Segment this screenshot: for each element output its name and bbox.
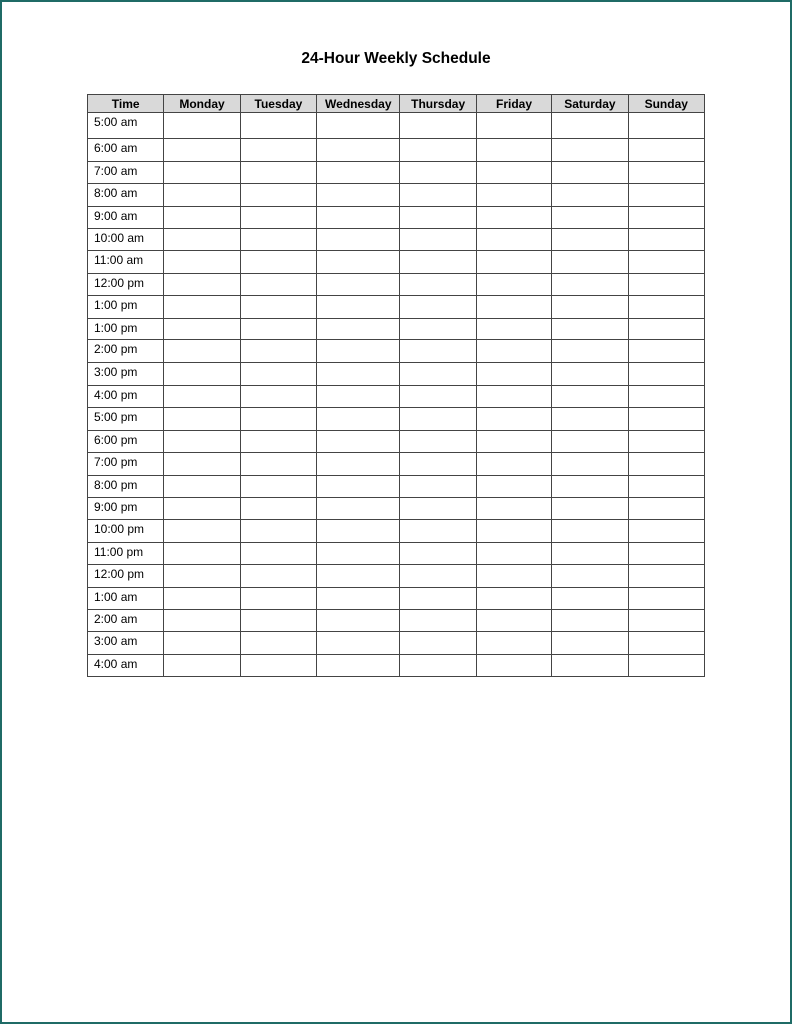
slot-cell-thursday[interactable] [400,543,476,565]
time-cell: 12:00 pm [88,274,164,296]
slot-cell-tuesday[interactable] [240,588,316,610]
slot-cell-friday[interactable] [476,296,551,319]
slot-cell-tuesday[interactable] [240,229,316,251]
table-row [88,139,705,162]
slot-cell-wednesday[interactable] [317,588,400,610]
header-time: Time [88,95,164,113]
slot-cell-tuesday[interactable] [240,296,316,319]
slot-cell-friday[interactable] [476,251,551,274]
slot-cell-sunday[interactable] [628,386,704,408]
slot-cell-friday[interactable] [476,386,551,408]
slot-cell-saturday[interactable] [552,655,628,677]
slot-cell-sunday[interactable] [628,408,704,431]
time-cell: 1:00 am [88,588,164,610]
slot-cell-friday[interactable] [476,588,551,610]
slot-cell-sunday[interactable] [628,655,704,677]
header-thursday: Thursday [400,95,476,113]
slot-cell-tuesday[interactable] [240,386,316,408]
slot-cell-sunday[interactable] [628,632,704,655]
slot-cell-thursday[interactable] [400,363,476,386]
time-cell: 9:00 am [88,207,164,229]
header-wednesday: Wednesday [317,95,400,113]
slot-cell-friday[interactable] [476,363,551,386]
time-cell: 7:00 am [88,162,164,184]
slot-cell-monday[interactable] [164,565,240,588]
slot-cell-saturday[interactable] [552,565,628,588]
table-row [88,453,705,476]
slot-cell-tuesday[interactable] [240,431,316,453]
table-row [88,655,705,677]
slot-cell-tuesday[interactable] [240,632,316,655]
slot-cell-wednesday[interactable] [317,274,400,296]
time-cell: 11:00 pm [88,543,164,565]
time-cell: 8:00 am [88,184,164,207]
slot-cell-sunday[interactable] [628,251,704,274]
time-cell: 2:00 pm [88,340,164,363]
slot-cell-thursday[interactable] [400,184,476,207]
slot-cell-friday[interactable] [476,319,551,340]
slot-cell-saturday[interactable] [552,139,628,162]
slot-cell-thursday[interactable] [400,251,476,274]
slot-cell-wednesday[interactable] [317,520,400,543]
slot-cell-wednesday[interactable] [317,184,400,207]
time-cell: 5:00 am [88,113,164,139]
slot-cell-sunday[interactable] [628,184,704,207]
slot-cell-tuesday[interactable] [240,520,316,543]
time-cell: 7:00 pm [88,453,164,476]
slot-cell-tuesday[interactable] [240,207,316,229]
slot-cell-wednesday[interactable] [317,319,400,340]
slot-cell-monday[interactable] [164,543,240,565]
slot-cell-monday[interactable] [164,386,240,408]
slot-cell-thursday[interactable] [400,476,476,498]
slot-cell-wednesday[interactable] [317,162,400,184]
slot-cell-wednesday[interactable] [317,453,400,476]
slot-cell-monday[interactable] [164,340,240,363]
slot-cell-thursday[interactable] [400,113,476,139]
slot-cell-tuesday[interactable] [240,184,316,207]
table-row [88,543,705,565]
slot-cell-saturday[interactable] [552,251,628,274]
slot-cell-friday[interactable] [476,229,551,251]
slot-cell-saturday[interactable] [552,363,628,386]
slot-cell-saturday[interactable] [552,340,628,363]
slot-cell-sunday[interactable] [628,113,704,139]
table-row [88,431,705,453]
slot-cell-monday[interactable] [164,655,240,677]
slot-cell-monday[interactable] [164,453,240,476]
header-monday: Monday [164,95,240,113]
time-cell: 10:00 am [88,229,164,251]
slot-cell-saturday[interactable] [552,162,628,184]
slot-cell-saturday[interactable] [552,113,628,139]
slot-cell-friday[interactable] [476,476,551,498]
slot-cell-wednesday[interactable] [317,655,400,677]
slot-cell-saturday[interactable] [552,274,628,296]
slot-cell-thursday[interactable] [400,431,476,453]
slot-cell-saturday[interactable] [552,476,628,498]
slot-cell-tuesday[interactable] [240,476,316,498]
table-row [88,184,705,207]
slot-cell-tuesday[interactable] [240,610,316,632]
slot-cell-sunday[interactable] [628,431,704,453]
slot-cell-thursday[interactable] [400,319,476,340]
slot-cell-sunday[interactable] [628,162,704,184]
time-cell: 6:00 am [88,139,164,162]
time-cell: 6:00 pm [88,431,164,453]
slot-cell-wednesday[interactable] [317,476,400,498]
table-row [88,319,705,340]
time-cell: 8:00 pm [88,476,164,498]
slot-cell-sunday[interactable] [628,498,704,520]
slot-cell-monday[interactable] [164,184,240,207]
table-row [88,229,705,251]
slot-cell-monday[interactable] [164,431,240,453]
slot-cell-thursday[interactable] [400,610,476,632]
slot-cell-saturday[interactable] [552,453,628,476]
slot-cell-tuesday[interactable] [240,498,316,520]
slot-cell-friday[interactable] [476,565,551,588]
slot-cell-friday[interactable] [476,113,551,139]
table-row [88,588,705,610]
slot-cell-saturday[interactable] [552,408,628,431]
slot-cell-saturday[interactable] [552,207,628,229]
slot-cell-tuesday[interactable] [240,363,316,386]
slot-cell-sunday[interactable] [628,139,704,162]
slot-cell-friday[interactable] [476,453,551,476]
slot-cell-sunday[interactable] [628,565,704,588]
slot-cell-sunday[interactable] [628,520,704,543]
slot-cell-monday[interactable] [164,274,240,296]
slot-cell-wednesday[interactable] [317,386,400,408]
slot-cell-friday[interactable] [476,498,551,520]
time-cell: 1:00 pm [88,319,164,340]
slot-cell-monday[interactable] [164,408,240,431]
slot-cell-monday[interactable] [164,296,240,319]
table-row [88,363,705,386]
slot-cell-saturday[interactable] [552,543,628,565]
slot-cell-wednesday[interactable] [317,431,400,453]
slot-cell-tuesday[interactable] [240,453,316,476]
slot-cell-wednesday[interactable] [317,610,400,632]
slot-cell-thursday[interactable] [400,340,476,363]
slot-cell-tuesday[interactable] [240,408,316,431]
slot-cell-monday[interactable] [164,610,240,632]
slot-cell-sunday[interactable] [628,296,704,319]
table-row [88,610,705,632]
slot-cell-thursday[interactable] [400,565,476,588]
header-row [88,95,705,113]
slot-cell-tuesday[interactable] [240,274,316,296]
header-sunday: Sunday [628,95,704,113]
slot-cell-friday[interactable] [476,162,551,184]
time-cell: 5:00 pm [88,408,164,431]
slot-cell-friday[interactable] [476,207,551,229]
slot-cell-monday[interactable] [164,520,240,543]
slot-cell-sunday[interactable] [628,229,704,251]
time-cell: 2:00 am [88,610,164,632]
slot-cell-thursday[interactable] [400,498,476,520]
slot-cell-wednesday[interactable] [317,139,400,162]
slot-cell-monday[interactable] [164,251,240,274]
table-row [88,340,705,363]
slot-cell-wednesday[interactable] [317,408,400,431]
slot-cell-wednesday[interactable] [317,632,400,655]
table-row [88,476,705,498]
slot-cell-sunday[interactable] [628,363,704,386]
slot-cell-saturday[interactable] [552,498,628,520]
slot-cell-saturday[interactable] [552,588,628,610]
slot-cell-tuesday[interactable] [240,139,316,162]
time-cell: 11:00 am [88,251,164,274]
header-friday: Friday [476,95,551,113]
slot-cell-monday[interactable] [164,139,240,162]
slot-cell-monday[interactable] [164,632,240,655]
slot-cell-thursday[interactable] [400,207,476,229]
slot-cell-sunday[interactable] [628,274,704,296]
table-row [88,251,705,274]
time-cell: 10:00 pm [88,520,164,543]
slot-cell-saturday[interactable] [552,431,628,453]
schedule-table [87,94,705,677]
slot-cell-friday[interactable] [476,139,551,162]
slot-cell-friday[interactable] [476,274,551,296]
slot-cell-sunday[interactable] [628,453,704,476]
time-cell: 12:00 pm [88,565,164,588]
slot-cell-thursday[interactable] [400,453,476,476]
slot-cell-tuesday[interactable] [240,162,316,184]
slot-cell-friday[interactable] [476,610,551,632]
slot-cell-wednesday[interactable] [317,251,400,274]
slot-cell-tuesday[interactable] [240,340,316,363]
slot-cell-thursday[interactable] [400,274,476,296]
slot-cell-monday[interactable] [164,162,240,184]
slot-cell-friday[interactable] [476,184,551,207]
slot-cell-tuesday[interactable] [240,113,316,139]
time-cell: 3:00 pm [88,363,164,386]
slot-cell-wednesday[interactable] [317,207,400,229]
slot-cell-wednesday[interactable] [317,296,400,319]
slot-cell-sunday[interactable] [628,207,704,229]
time-cell: 4:00 pm [88,386,164,408]
table-row [88,207,705,229]
slot-cell-friday[interactable] [476,543,551,565]
table-row [88,632,705,655]
slot-cell-thursday[interactable] [400,139,476,162]
slot-cell-friday[interactable] [476,655,551,677]
slot-cell-thursday[interactable] [400,408,476,431]
page-title: 24-Hour Weekly Schedule [301,50,491,67]
time-cell: 1:00 pm [88,296,164,319]
slot-cell-wednesday[interactable] [317,543,400,565]
slot-cell-thursday[interactable] [400,588,476,610]
slot-cell-sunday[interactable] [628,543,704,565]
slot-cell-monday[interactable] [164,588,240,610]
table-row [88,520,705,543]
slot-cell-tuesday[interactable] [240,565,316,588]
slot-cell-wednesday[interactable] [317,565,400,588]
slot-cell-friday[interactable] [476,431,551,453]
slot-cell-saturday[interactable] [552,610,628,632]
table-row [88,296,705,319]
slot-cell-saturday[interactable] [552,632,628,655]
time-cell: 4:00 am [88,655,164,677]
time-cell: 3:00 am [88,632,164,655]
slot-cell-monday[interactable] [164,229,240,251]
slot-cell-thursday[interactable] [400,162,476,184]
slot-cell-tuesday[interactable] [240,543,316,565]
slot-cell-sunday[interactable] [628,588,704,610]
slot-cell-monday[interactable] [164,498,240,520]
slot-cell-monday[interactable] [164,476,240,498]
slot-cell-sunday[interactable] [628,340,704,363]
slot-cell-saturday[interactable] [552,229,628,251]
slot-cell-saturday[interactable] [552,296,628,319]
slot-cell-wednesday[interactable] [317,113,400,139]
slot-cell-monday[interactable] [164,207,240,229]
slot-cell-sunday[interactable] [628,319,704,340]
slot-cell-tuesday[interactable] [240,655,316,677]
slot-cell-thursday[interactable] [400,655,476,677]
slot-cell-saturday[interactable] [552,184,628,207]
slot-cell-wednesday[interactable] [317,363,400,386]
header-tuesday: Tuesday [240,95,316,113]
slot-cell-wednesday[interactable] [317,229,400,251]
table-row [88,274,705,296]
slot-cell-wednesday[interactable] [317,498,400,520]
slot-cell-wednesday[interactable] [317,340,400,363]
slot-cell-sunday[interactable] [628,610,704,632]
slot-cell-friday[interactable] [476,632,551,655]
slot-cell-thursday[interactable] [400,520,476,543]
slot-cell-monday[interactable] [164,113,240,139]
slot-cell-friday[interactable] [476,408,551,431]
table-row [88,162,705,184]
slot-cell-sunday[interactable] [628,476,704,498]
table-row [88,498,705,520]
header-saturday: Saturday [552,95,628,113]
table-row [88,386,705,408]
table-row [88,565,705,588]
slot-cell-thursday[interactable] [400,386,476,408]
table-row [88,113,705,139]
table-row [88,408,705,431]
time-cell: 9:00 pm [88,498,164,520]
slot-cell-friday[interactable] [476,520,551,543]
slot-cell-saturday[interactable] [552,520,628,543]
slot-cell-thursday[interactable] [400,632,476,655]
slot-cell-thursday[interactable] [400,296,476,319]
slot-cell-friday[interactable] [476,340,551,363]
slot-cell-monday[interactable] [164,319,240,340]
slot-cell-tuesday[interactable] [240,319,316,340]
slot-cell-thursday[interactable] [400,229,476,251]
slot-cell-saturday[interactable] [552,319,628,340]
slot-cell-monday[interactable] [164,363,240,386]
slot-cell-saturday[interactable] [552,386,628,408]
slot-cell-tuesday[interactable] [240,251,316,274]
